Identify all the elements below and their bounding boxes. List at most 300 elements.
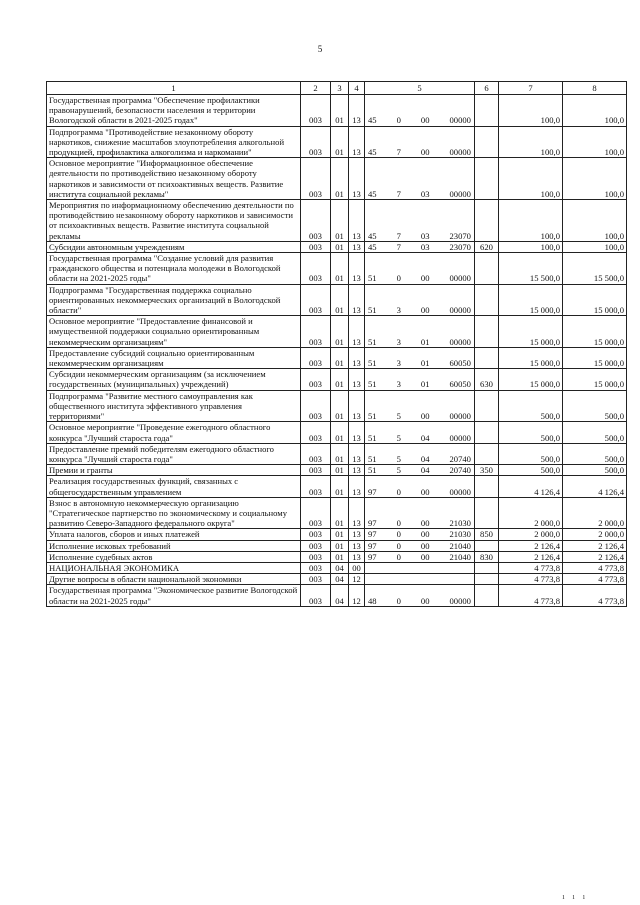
table-row [47,369,627,390]
ministry-code-cell: 003 [301,241,331,252]
target-article-code [367,529,472,539]
subsection-code-cell: 13 [349,529,365,540]
amount-2022-cell: 15 000,0 [499,369,563,390]
target-article-part: 0 [396,595,401,606]
subsection-code-cell: 13 [349,551,365,562]
header-cell: 1 [47,82,301,95]
target-article-code [367,411,472,421]
target-article-part: 97 [368,540,377,551]
target-article-part: 03 [420,241,430,252]
ministry-code-cell: 003 [301,95,331,127]
subsection-code-cell: 12 [349,574,365,585]
target-article-cell [365,284,475,316]
amount-2022-cell: 2 000,0 [499,497,563,529]
amount-2023-cell: 4 773,8 [563,585,627,606]
target-article-part: 01 [420,379,430,390]
target-article-code [367,115,472,125]
target-article-code [367,596,472,606]
expense-type-cell [475,95,499,127]
table-row [47,316,627,348]
target-article-part: 97 [368,486,377,497]
amount-2022-cell: 500,0 [499,465,563,476]
target-article-part: 20740 [449,465,471,476]
section-code-cell: 01 [331,126,349,158]
row-name-cell: Премии и гранты [47,465,301,476]
target-article-part: 60050 [449,358,471,369]
expense-type-cell: 620 [475,241,499,252]
target-article-part: 21040 [449,540,471,551]
target-article-part: 00 [420,115,430,126]
table-row [47,443,627,464]
amount-2022-cell: 100,0 [499,158,563,200]
table-row [47,476,627,497]
target-article-cell [365,241,475,252]
header-cell: 3 [331,82,349,95]
expense-type-cell: 850 [475,529,499,540]
target-article-part: 00 [420,486,430,497]
target-article-part: 0 [396,486,401,497]
target-article-part: 01 [420,336,430,347]
target-article-part: 00 [420,529,430,540]
row-name-cell: Основное мероприятие "Информационное обеспечение деятельности по противодействию незаконному обороту наркотиков и зависимости от психоактивных веществ. Развитие института социальной рекламы" [47,158,301,200]
table-row [47,497,627,529]
target-article-part: 00000 [449,273,471,284]
target-article-part: 21030 [449,529,471,540]
target-article-part: 00000 [449,147,471,158]
section-code-cell: 01 [331,284,349,316]
target-article-part: 0 [396,115,401,126]
amount-2022-cell: 15 000,0 [499,347,563,368]
table-row [47,390,627,422]
ministry-code-cell: 003 [301,585,331,606]
target-article-part: 3 [396,336,401,347]
target-article-part: 03 [420,188,430,199]
target-article-part: 97 [368,529,377,540]
target-article-cell [365,585,475,606]
ministry-code-cell: 003 [301,347,331,368]
amount-2022-cell: 4 773,8 [499,585,563,606]
target-article-part: 00000 [449,305,471,316]
target-article-cell [365,200,475,242]
target-article-code [367,358,472,368]
target-article-part: 3 [396,379,401,390]
expense-type-cell [475,126,499,158]
row-name-cell: Уплата налогов, сборов и иных платежей [47,529,301,540]
section-code-cell: 01 [331,347,349,368]
target-article-part: 04 [420,432,430,443]
table-row [47,200,627,242]
amount-2023-cell: 2 000,0 [563,529,627,540]
expense-type-cell [475,540,499,551]
subsection-code-cell: 13 [349,316,365,348]
section-code-cell: 04 [331,574,349,585]
target-article-cell [365,369,475,390]
target-article-part: 60050 [449,379,471,390]
amount-2023-cell: 100,0 [563,158,627,200]
section-code-cell: 01 [331,422,349,443]
section-code-cell: 01 [331,443,349,464]
header-cell: 6 [475,82,499,95]
target-article-part: 00 [420,540,430,551]
target-article-part: 0 [396,551,401,562]
amount-2022-cell: 15 000,0 [499,284,563,316]
target-article-part: 97 [368,551,377,562]
table-row [47,574,627,585]
target-article-part: 7 [396,188,401,199]
row-name-cell: Подпрограмма "Государственная поддержка социально ориентированных некоммерческих организаций в Вологодской области" [47,284,301,316]
target-article-cell [365,95,475,127]
page-number: 5 [317,44,323,54]
subsection-code-cell: 13 [349,126,365,158]
header-cell: 4 [349,82,365,95]
target-article-code [367,454,472,464]
expense-type-cell [475,443,499,464]
table-row [47,253,627,285]
section-code-cell: 01 [331,551,349,562]
ministry-code-cell: 003 [301,443,331,464]
target-article-code [367,518,472,528]
target-article-code [367,242,472,252]
amount-2022-cell: 15 500,0 [499,253,563,285]
row-name-cell: Основное мероприятие "Проведение ежегодного областного конкурса "Лучший староста года" [47,422,301,443]
row-name-cell: Субсидии автономным учреждениям [47,241,301,252]
row-name-cell: Основное мероприятие "Предоставление финансовой и имущественной поддержки социально ориентированным некоммерческим организациям" [47,316,301,348]
table-row [47,347,627,368]
row-name-cell: Исполнение исковых требований [47,540,301,551]
target-article-part: 00000 [449,595,471,606]
target-article-cell [365,465,475,476]
section-code-cell: 04 [331,585,349,606]
target-article-code [367,273,472,283]
amount-2022-cell: 2 126,4 [499,540,563,551]
amount-2022-cell: 100,0 [499,241,563,252]
target-article-part: 48 [368,595,377,606]
target-article-part: 3 [396,305,401,316]
target-article-part: 20740 [449,453,471,464]
subsection-code-cell: 13 [349,497,365,529]
expense-type-cell [475,585,499,606]
section-code-cell: 01 [331,200,349,242]
header-cell: 8 [563,82,627,95]
subsection-code-cell: 13 [349,443,365,464]
subsection-code-cell: 13 [349,540,365,551]
target-article-part: 21030 [449,518,471,529]
row-name-cell: Реализация государственных функций, связанных с общегосударственным управлением [47,476,301,497]
amount-2023-cell: 2 126,4 [563,551,627,562]
subsection-code-cell: 13 [349,200,365,242]
target-article-part: 45 [368,147,377,158]
budget-table [46,81,627,607]
subsection-code-cell: 13 [349,465,365,476]
section-code-cell: 01 [331,476,349,497]
expense-type-cell [475,422,499,443]
target-article-part: 04 [420,465,430,476]
target-article-cell [365,126,475,158]
expense-type-cell [475,562,499,573]
ministry-code-cell: 003 [301,562,331,573]
amount-2022-cell: 100,0 [499,95,563,127]
expense-type-cell [475,347,499,368]
row-name-cell: Субсидии некоммерческим организациям (за исключением государственных (муниципальных) учреждений) [47,369,301,390]
target-article-part: 0 [396,529,401,540]
amount-2023-cell: 15 000,0 [563,316,627,348]
expense-type-cell [475,390,499,422]
target-article-cell [365,562,475,573]
target-article-code [367,379,472,389]
expense-type-cell [475,476,499,497]
target-article-part: 00 [420,273,430,284]
target-article-part: 00000 [449,336,471,347]
target-article-part: 51 [368,336,377,347]
target-article-code [367,465,472,475]
target-article-cell [365,476,475,497]
target-article-code [367,337,472,347]
expense-type-cell [475,574,499,585]
target-article-cell [365,540,475,551]
subsection-code-cell: 13 [349,369,365,390]
amount-2022-cell: 15 000,0 [499,316,563,348]
subsection-code-cell: 13 [349,476,365,497]
subsection-code-cell: 13 [349,390,365,422]
section-code-cell: 01 [331,369,349,390]
target-article-part: 0 [396,518,401,529]
target-article-cell [365,574,475,585]
target-article-part: 51 [368,465,377,476]
header-cell: 7 [499,82,563,95]
target-article-code [367,541,472,551]
ministry-code-cell: 003 [301,253,331,285]
amount-2023-cell: 500,0 [563,422,627,443]
target-article-part: 00000 [449,411,471,422]
amount-2023-cell: 4 126,4 [563,476,627,497]
header-cell: 2 [301,82,331,95]
expense-type-cell [475,497,499,529]
expense-type-cell: 830 [475,551,499,562]
target-article-part: 45 [368,188,377,199]
ministry-code-cell: 003 [301,158,331,200]
header-cell: 5 [365,82,475,95]
amount-2023-cell: 2 126,4 [563,540,627,551]
target-article-part: 51 [368,432,377,443]
target-article-part: 23070 [449,241,471,252]
table-row [47,284,627,316]
table-row [47,562,627,573]
amount-2023-cell: 15 000,0 [563,284,627,316]
target-article-part: 21040 [449,551,471,562]
target-article-code [367,231,472,241]
row-name-cell: Другие вопросы в области национальной экономики [47,574,301,585]
target-article-part: 51 [368,453,377,464]
amount-2023-cell: 100,0 [563,126,627,158]
target-article-part: 00000 [449,486,471,497]
target-article-cell [365,158,475,200]
row-name-cell: Подпрограмма "Развитие местного самоуправления как общественного института эффективного управления территориями" [47,390,301,422]
table-row [47,551,627,562]
subsection-code-cell: 13 [349,241,365,252]
subsection-code-cell: 13 [349,422,365,443]
target-article-part: 00 [420,411,430,422]
target-article-part: 00 [420,551,430,562]
target-article-part: 51 [368,379,377,390]
ministry-code-cell: 003 [301,476,331,497]
target-article-part: 51 [368,411,377,422]
amount-2022-cell: 500,0 [499,443,563,464]
amount-2022-cell: 4 126,4 [499,476,563,497]
row-name-cell: Предоставление премий победителям ежегодного областного конкурса "Лучший староста года" [47,443,301,464]
amount-2022-cell: 4 773,8 [499,562,563,573]
target-article-code [367,189,472,199]
section-code-cell: 01 [331,529,349,540]
table-row [47,95,627,127]
table-row [47,422,627,443]
expense-type-cell: 350 [475,465,499,476]
table-row [47,158,627,200]
footer-mark: ı ı ı [562,892,588,901]
target-article-code [367,305,472,315]
target-article-cell [365,497,475,529]
section-code-cell: 01 [331,253,349,285]
target-article-part: 7 [396,241,401,252]
target-article-cell [365,422,475,443]
subsection-code-cell: 13 [349,284,365,316]
amount-2023-cell: 500,0 [563,390,627,422]
amount-2022-cell: 4 773,8 [499,574,563,585]
ministry-code-cell: 003 [301,284,331,316]
target-article-part: 45 [368,115,377,126]
target-article-part: 00000 [449,188,471,199]
ministry-code-cell: 003 [301,126,331,158]
ministry-code-cell: 003 [301,540,331,551]
subsection-code-cell: 13 [349,158,365,200]
section-code-cell: 01 [331,95,349,127]
amount-2023-cell: 15 000,0 [563,369,627,390]
row-name-cell: Государственная программа "Создание условий для развития гражданского общества и потенциала молодежи в Вологодской области на 2021-2025 годы" [47,253,301,285]
target-article-part: 5 [396,432,401,443]
amount-2023-cell: 500,0 [563,443,627,464]
target-article-part: 7 [396,147,401,158]
amount-2023-cell: 15 000,0 [563,347,627,368]
amount-2023-cell: 15 500,0 [563,253,627,285]
row-name-cell: Подпрограмма "Противодействие незаконному обороту наркотиков, снижение масштабов злоупотребления алкогольной продукцией, профилактика алкоголизма и наркомании" [47,126,301,158]
ministry-code-cell: 003 [301,574,331,585]
target-article-part: 45 [368,241,377,252]
target-article-code [367,552,472,562]
ministry-code-cell: 003 [301,551,331,562]
target-article-part: 00 [420,595,430,606]
target-article-cell [365,316,475,348]
amount-2022-cell: 2 000,0 [499,529,563,540]
expense-type-cell: 630 [475,369,499,390]
target-article-part: 51 [368,358,377,369]
target-article-part: 97 [368,518,377,529]
section-code-cell: 01 [331,497,349,529]
section-code-cell: 01 [331,158,349,200]
target-article-part: 45 [368,230,377,241]
target-article-part: 04 [420,453,430,464]
section-code-cell: 01 [331,316,349,348]
target-article-part: 3 [396,358,401,369]
section-code-cell: 01 [331,540,349,551]
subsection-code-cell: 12 [349,585,365,606]
target-article-cell [365,347,475,368]
amount-2023-cell: 4 773,8 [563,562,627,573]
target-article-part: 51 [368,273,377,284]
target-article-code [367,433,472,443]
row-name-cell: Взнос в автономную некоммерческую организацию "Стратегическое партнерство по экономическому и социальному развитию Северо-Западного федерального округа" [47,497,301,529]
table-row [47,465,627,476]
subsection-code-cell: 13 [349,347,365,368]
ministry-code-cell: 003 [301,497,331,529]
target-article-part: 00 [420,147,430,158]
subsection-code-cell: 00 [349,562,365,573]
target-article-code [367,147,472,157]
target-article-cell [365,253,475,285]
expense-type-cell [475,200,499,242]
target-article-part: 0 [396,273,401,284]
row-name-cell: Государственная программа "Экономическое развитие Вологодской области на 2021-2025 годы" [47,585,301,606]
row-name-cell: Предоставление субсидий социально ориентированным некоммерческим организациям [47,347,301,368]
target-article-cell [365,443,475,464]
target-article-part: 00000 [449,115,471,126]
amount-2023-cell: 2 000,0 [563,497,627,529]
amount-2023-cell: 100,0 [563,200,627,242]
ministry-code-cell: 003 [301,316,331,348]
target-article-part: 0 [396,540,401,551]
ministry-code-cell: 003 [301,200,331,242]
amount-2022-cell: 500,0 [499,422,563,443]
target-article-part: 23070 [449,230,471,241]
amount-2023-cell: 500,0 [563,465,627,476]
ministry-code-cell: 003 [301,465,331,476]
row-name-cell: Исполнение судебных актов [47,551,301,562]
table-row [47,241,627,252]
target-article-part: 5 [396,411,401,422]
target-article-part: 5 [396,465,401,476]
subsection-code-cell: 13 [349,95,365,127]
expense-type-cell [475,316,499,348]
target-article-part: 00000 [449,432,471,443]
target-article-cell [365,390,475,422]
target-article-part: 5 [396,453,401,464]
target-article-part: 7 [396,230,401,241]
row-name-cell: Мероприятия по информационному обеспечению деятельности по противодействию незаконному обороту наркотиков и зависимости от психоактивных веществ. Развитие института социальной рекламы [47,200,301,242]
target-article-part: 00 [420,518,430,529]
target-article-part: 03 [420,230,430,241]
ministry-code-cell: 003 [301,390,331,422]
header-row [47,82,627,95]
target-article-code [367,487,472,497]
amount-2023-cell: 100,0 [563,241,627,252]
target-article-part: 51 [368,305,377,316]
expense-type-cell [475,158,499,200]
expense-type-cell [475,284,499,316]
table-row [47,585,627,606]
section-code-cell: 01 [331,241,349,252]
row-name-cell: НАЦИОНАЛЬНАЯ ЭКОНОМИКА [47,562,301,573]
table-row [47,540,627,551]
target-article-cell [365,551,475,562]
amount-2022-cell: 100,0 [499,200,563,242]
amount-2022-cell: 2 126,4 [499,551,563,562]
target-article-part: 01 [420,358,430,369]
table-row [47,126,627,158]
target-article-cell [365,529,475,540]
target-article-part: 00 [420,305,430,316]
ministry-code-cell: 003 [301,529,331,540]
subsection-code-cell: 13 [349,253,365,285]
amount-2023-cell: 100,0 [563,95,627,127]
amount-2022-cell: 100,0 [499,126,563,158]
